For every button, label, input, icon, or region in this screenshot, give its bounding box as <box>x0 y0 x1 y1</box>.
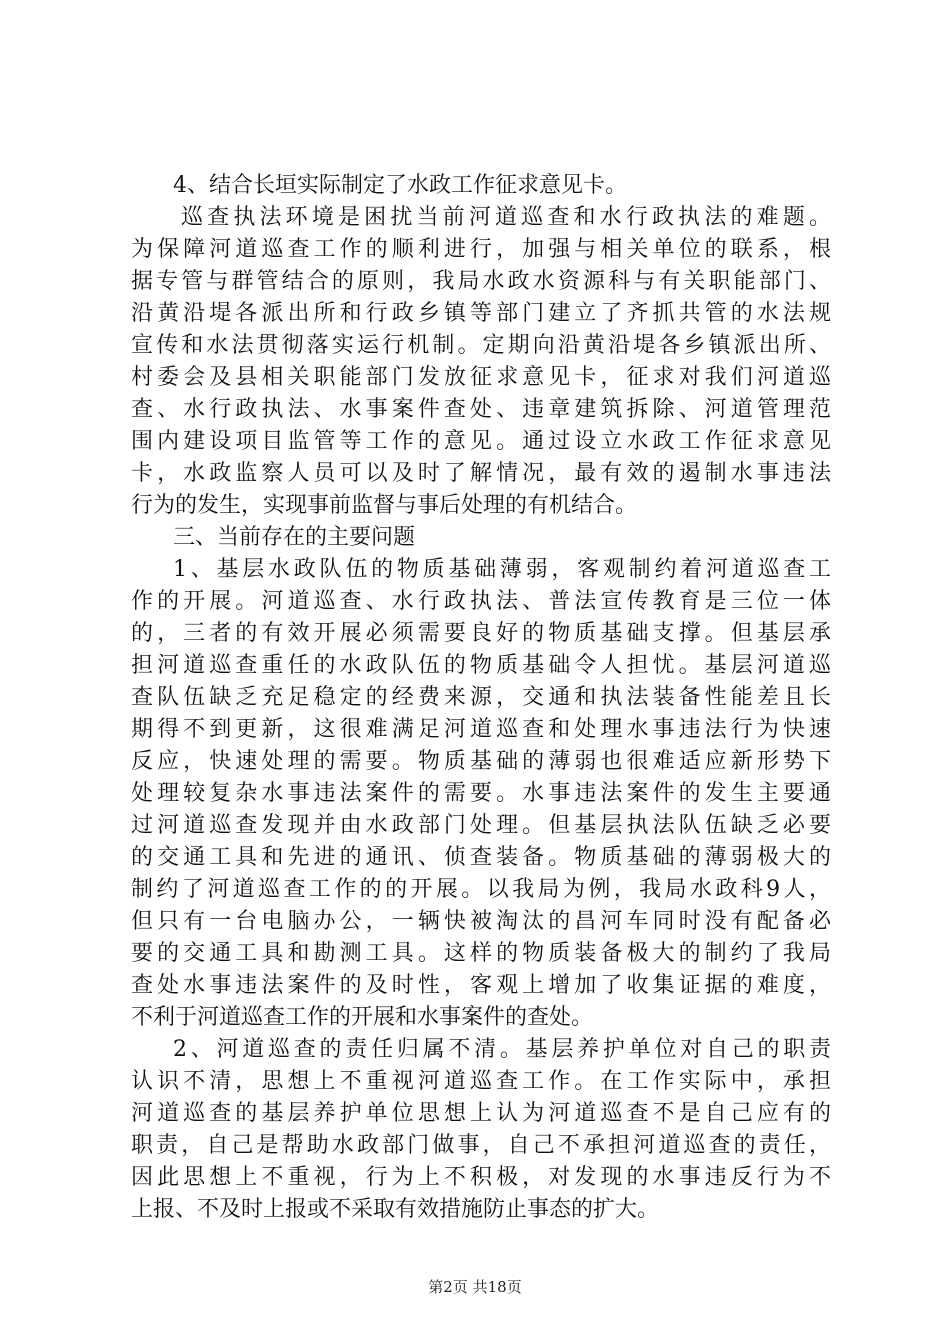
body-text-line: 作的开展。河道巡查、水行政执法、普法宣传教育是三位一体 <box>131 589 831 614</box>
body-text-line: 要的交通工具和勘测工具。这样的物质装备极大的制约了我局 <box>131 941 831 966</box>
body-text-line: 的，三者的有效开展必须需要良好的物质基础支撑。但基层承 <box>131 621 831 646</box>
body-text-line: 为保障河道巡查工作的顺利进行，加强与相关单位的联系，根 <box>131 237 831 262</box>
body-text-line: 巡查执法环境是困扰当前河道巡查和水行政执法的难题。 <box>181 205 831 230</box>
document-body <box>131 170 831 1226</box>
body-text-line: 围内建设项目监管等工作的意见。通过设立水政工作征求意见 <box>131 429 831 454</box>
body-text-line: 期得不到更新，这很难满足河道巡查和处理水事违法行为快速 <box>131 717 831 742</box>
body-text-line: 上报、不及时上报或不采取有效措施防止事态的扩大。 <box>131 1197 660 1222</box>
body-text-line: 三、当前存在的主要问题 <box>173 525 416 550</box>
body-text-line: 沿黄沿堤各派出所和行政乡镇等部门建立了齐抓共管的水法规 <box>131 301 831 326</box>
body-text-line: 1、基层水政队伍的物质基础薄弱，客观制约着河道巡查工 <box>173 557 831 582</box>
body-text-line: 制约了河道巡查工作的的开展。以我局为例，我局水政科9人， <box>131 877 831 902</box>
body-text-line: 行为的发生，实现事前监督与事后处理的有机结合。 <box>131 493 638 518</box>
body-text-line: 认识不清，思想上不重视河道巡查工作。在工作实际中，承担 <box>131 1069 831 1094</box>
page-footer <box>0 1277 950 1297</box>
body-text-line: 2、河道巡查的责任归属不清。基层养护单位对自己的职责 <box>173 1037 831 1062</box>
body-text-line: 不利于河道巡查工作的开展和水事案件的查处。 <box>131 1005 594 1030</box>
body-text-line: 村委会及县相关职能部门发放征求意见卡，征求对我们河道巡 <box>131 365 831 390</box>
body-text-line: 查、水行政执法、水事案件查处、违章建筑拆除、河道管理范 <box>131 397 831 422</box>
body-text-line: 担河道巡查重任的水政队伍的物质基础令人担忧。基层河道巡 <box>131 653 831 678</box>
body-text-line: 查处水事违法案件的及时性，客观上增加了收集证据的难度， <box>131 973 831 998</box>
body-text-line: 但只有一台电脑办公，一辆快被淘汰的昌河车同时没有配备必 <box>131 909 831 934</box>
body-text-line: 查队伍缺乏充足稳定的经费来源，交通和执法装备性能差且长 <box>131 685 831 710</box>
page-number: 第2页 共18页 <box>428 1278 522 1296</box>
body-text-line: 卡，水政监察人员可以及时了解情况，最有效的遏制水事违法 <box>131 461 831 486</box>
body-text-line: 因此思想上不重视，行为上不积极，对发现的水事违反行为不 <box>131 1165 831 1190</box>
body-text-line: 的交通工具和先进的通讯、侦查装备。物质基础的薄弱极大的 <box>131 845 831 870</box>
body-text-line: 宣传和水法贯彻落实运行机制。定期向沿黄沿堤各乡镇派出所、 <box>131 333 831 358</box>
body-text-line: 处理较复杂水事违法案件的需要。水事违法案件的发生主要通 <box>131 781 831 806</box>
body-text-line: 过河道巡查发现并由水政部门处理。但基层执法队伍缺乏必要 <box>131 813 831 838</box>
body-text-line: 4、结合长垣实际制定了水政工作征求意见卡。 <box>173 173 627 198</box>
body-text-line: 据专管与群管结合的原则，我局水政水资源科与有关职能部门、 <box>131 269 831 294</box>
body-text-line: 反应，快速处理的需要。物质基础的薄弱也很难适应新形势下 <box>131 749 831 774</box>
body-text-line: 河道巡查的基层养护单位思想上认为河道巡查不是自己应有的 <box>131 1101 831 1126</box>
body-text-line: 职责，自己是帮助水政部门做事，自己不承担河道巡查的责任， <box>131 1133 831 1158</box>
